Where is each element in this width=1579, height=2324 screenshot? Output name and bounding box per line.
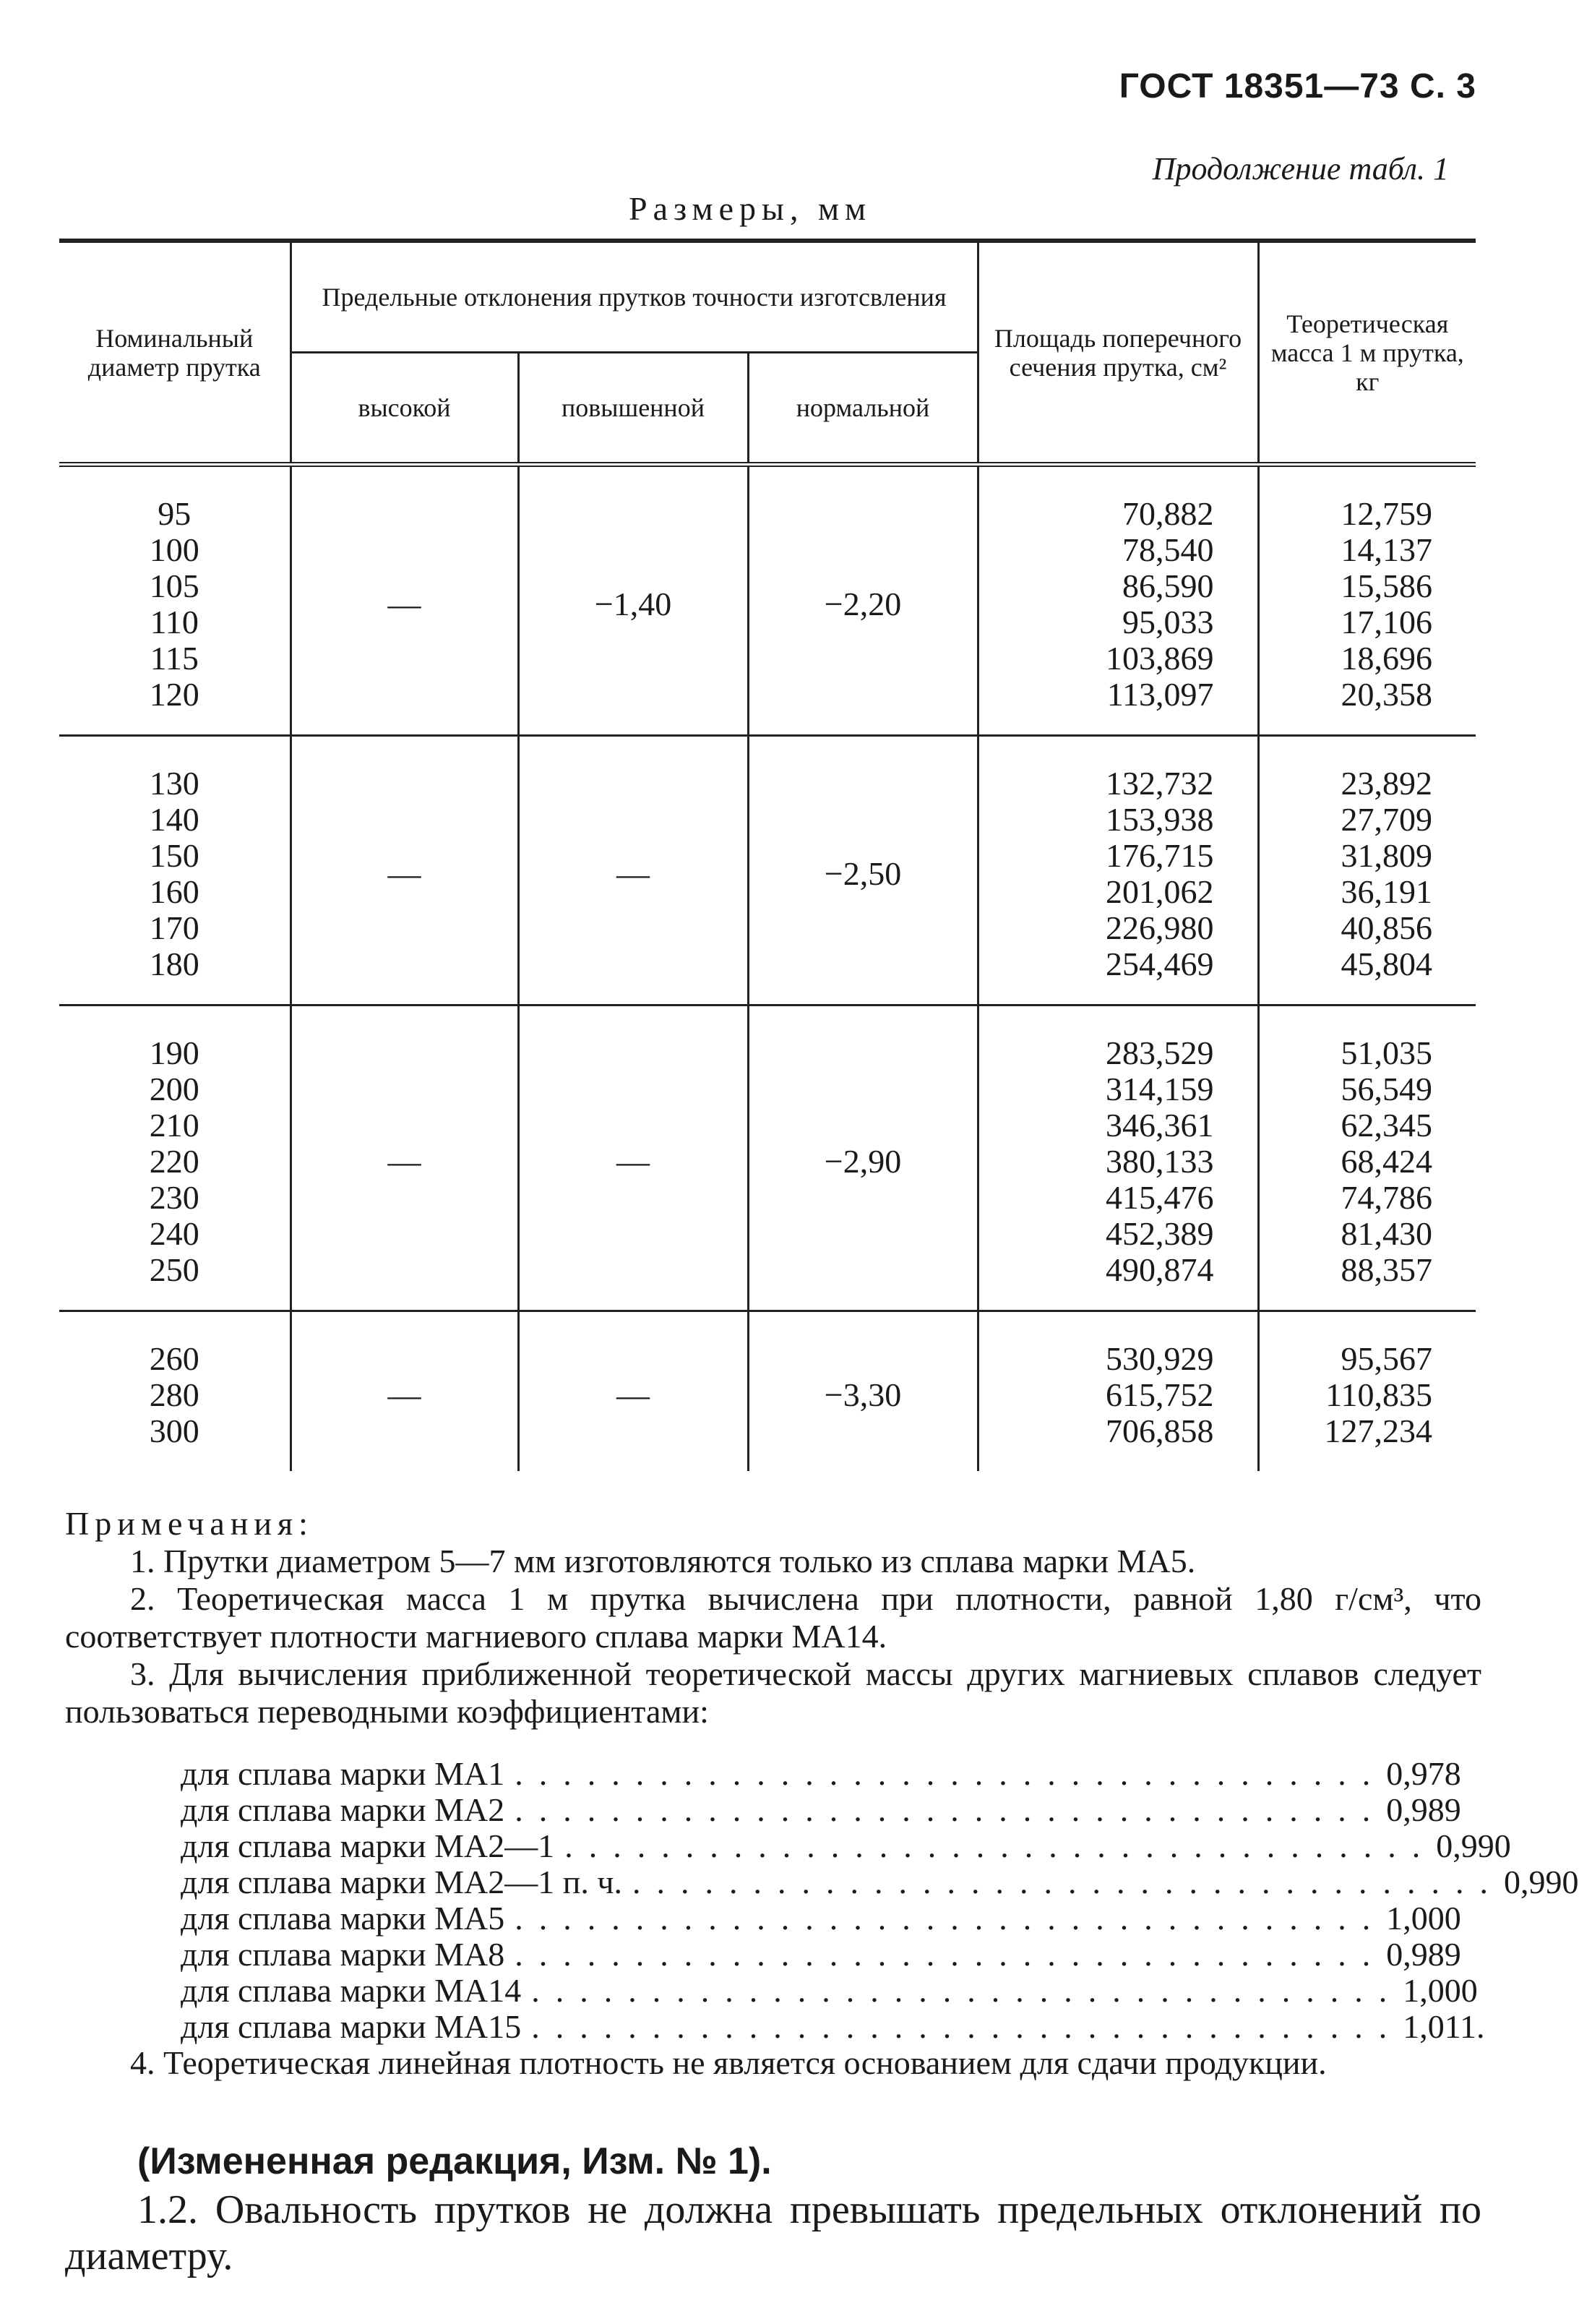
area-cell: 70,882 78,540 86,590 95,033 103,869 113,097 [978, 465, 1258, 736]
notes-section [65, 1505, 1579, 2082]
area-cell: 530,929 615,752 706,858 [978, 1311, 1258, 1472]
normal-deviation-cell: −2,90 [748, 1006, 978, 1311]
dot-leader: .................................... [531, 2008, 1403, 2045]
header-precision-normal: нормальной [748, 353, 978, 465]
mass-cell: 23,892 27,709 31,809 36,191 40,856 45,804 [1258, 736, 1476, 1006]
document-header: ГОСТ 18351—73 С. 3 [1119, 67, 1476, 106]
dot-leader: .................................... [531, 1972, 1403, 2009]
dot-leader: .................................... [564, 1827, 1437, 1864]
coefficient-label: для сплава марки МА15 [181, 2008, 522, 2045]
mass-cell: 51,035 56,549 62,345 68,424 74,786 81,430 88,357 [1258, 1006, 1476, 1311]
header-precision-high: высокой [291, 353, 518, 465]
dot-leader: .................................... [515, 1936, 1387, 1973]
area-cell: 132,732 153,938 176,715 201,062 226,980 254,469 [978, 736, 1258, 1006]
header-precision-increased: повышенной [518, 353, 748, 465]
high-deviation-cell: — [291, 736, 518, 1006]
coefficient-value: 0,990 [1436, 1827, 1511, 1864]
diameters-cell: 95 100 105 110 115 120 [149, 495, 199, 713]
increased-deviation-cell: — [518, 1311, 748, 1472]
coefficient-label: для сплава марки МА8 [181, 1936, 505, 1973]
header-cross-section-area: Площадь поперечного сечения прутка, см² [978, 241, 1258, 465]
note-4: 4. Теоретическая линейная плотность не является основанием для сдачи продукции. [130, 2044, 1327, 2081]
diameters-cell: 190 200 210 220 230 240 250 [149, 1034, 199, 1288]
changed-edition-note: (Измененная редакция, Изм. № 1). [137, 2140, 772, 2182]
dot-leader: .................................... [632, 1864, 1505, 1900]
high-deviation-cell: — [291, 1311, 518, 1472]
coefficient-value: 1,000 [1386, 1900, 1461, 1937]
coefficient-label: для сплава марки МА2—1 [181, 1827, 555, 1864]
dot-leader: .................................... [515, 1791, 1387, 1828]
dot-leader: .................................... [515, 1755, 1387, 1792]
clause-1-2 [65, 2187, 1481, 2279]
header-nominal-diameter: Номинальный диаметр прутка [87, 323, 261, 382]
units-title: Размеры, мм [629, 190, 872, 227]
table-row-group [59, 736, 1476, 1006]
coefficient-value: 0,990 [1504, 1864, 1579, 1900]
increased-deviation-cell: — [518, 736, 748, 1006]
coefficient-value: 1,011. [1403, 2008, 1485, 2045]
coefficient-value: 1,000 [1403, 1972, 1478, 2009]
coefficient-label: для сплава марки МА2—1 п. ч. [181, 1864, 623, 1900]
header-theoretical-mass: Теоретическая масса 1 м прутка, кг [1258, 241, 1476, 465]
coefficient-label: для сплава марки МА1 [181, 1755, 505, 1792]
table-row-group [59, 1311, 1476, 1472]
list-item [181, 1864, 1579, 1900]
increased-deviation-cell: — [518, 1006, 748, 1311]
note-2: 2. Теоретическая масса 1 м прутка вычислена при плотности, равной 1,80 г/см³, что соответствует плотности магниевого сплава марки МА14. [65, 1580, 1481, 1655]
table-header [59, 241, 1476, 465]
notes-title: Примечания: [65, 1505, 314, 1542]
mass-cell: 95,567 110,835 127,234 [1258, 1311, 1476, 1472]
diameters-cell: 130 140 150 160 170 180 [149, 765, 199, 982]
list-item [181, 1791, 1461, 1828]
list-item [181, 1827, 1511, 1864]
coefficients-list [181, 1755, 1579, 2045]
coefficient-value: 0,978 [1386, 1755, 1461, 1792]
table-row-group [59, 1006, 1476, 1311]
note-3: 3. Для вычисления приближенной теоретической массы других магниевых сплавов следует пользоваться переводными коэффициентами: [65, 1655, 1481, 1730]
coefficient-label: для сплава марки МА14 [181, 1972, 522, 2009]
clause-1-2-text: 1.2. Овальность прутков не должна превышать предельных отклонений по диаметру. [65, 2187, 1481, 2278]
coefficient-value: 0,989 [1386, 1936, 1461, 1973]
normal-deviation-cell: −3,30 [748, 1311, 978, 1472]
dimensions-table [59, 239, 1476, 1471]
normal-deviation-cell: −2,50 [748, 736, 978, 1006]
list-item [181, 1936, 1461, 1973]
dot-leader: .................................... [515, 1900, 1387, 1937]
high-deviation-cell: — [291, 465, 518, 736]
normal-deviation-cell: −2,20 [748, 465, 978, 736]
list-item [181, 1900, 1461, 1937]
list-item [181, 2008, 1485, 2045]
coefficient-label: для сплава марки МА5 [181, 1900, 505, 1937]
coefficient-value: 0,989 [1386, 1791, 1461, 1828]
diameters-cell: 260 280 300 [149, 1340, 199, 1449]
high-deviation-cell: — [291, 1006, 518, 1311]
table-row-group [59, 465, 1476, 736]
note-1: 1. Прутки диаметром 5—7 мм изготовляются только из сплава марки МА5. [130, 1543, 1196, 1579]
increased-deviation-cell: −1,40 [518, 465, 748, 736]
table-body [59, 465, 1476, 1472]
table-continuation-label: Продолжение табл. 1 [1152, 151, 1449, 186]
coefficient-label: для сплава марки МА2 [181, 1791, 505, 1828]
list-item [181, 1755, 1461, 1792]
header-deviation-group: Предельные отклонения прутков точности изготсвления [291, 241, 978, 353]
area-cell: 283,529 314,159 346,361 380,133 415,476 452,389 490,874 [978, 1006, 1258, 1311]
mass-cell: 12,759 14,137 15,586 17,106 18,696 20,358 [1258, 465, 1476, 736]
dimensions-table-container [59, 239, 1476, 1471]
list-item [181, 1972, 1478, 2009]
